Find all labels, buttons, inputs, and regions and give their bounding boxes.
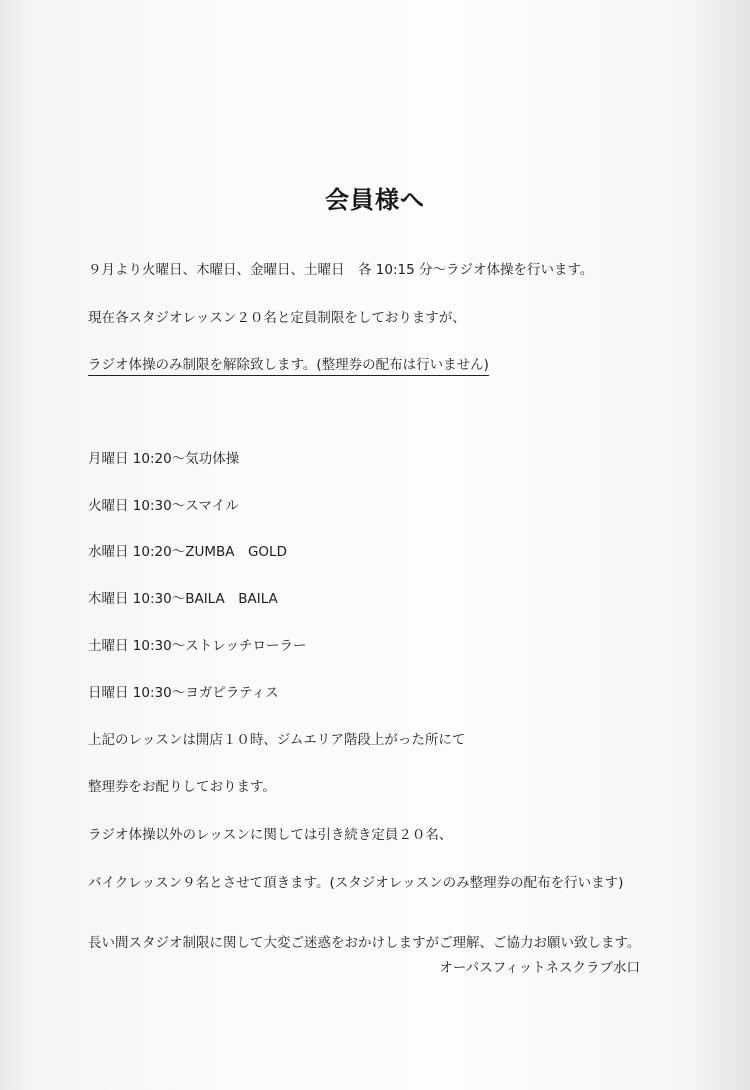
schedule-item-sunday: 日曜日 10:30～ヨガピラティス: [88, 685, 279, 701]
note-line-2: 整理券をお配りしております。: [88, 779, 276, 795]
schedule-item-tuesday: 火曜日 10:30～スマイル: [88, 498, 239, 514]
intro-line-3: [88, 355, 489, 375]
closing-line: 長い間スタジオ制限に関して大変ご迷惑をおかけしますがご理解、ご協力お願い致します。: [88, 935, 641, 951]
signature: オーパスフィットネスクラブ水口: [439, 960, 640, 976]
note-line-1: 上記のレッスンは開店１０時、ジムエリア階段上がった所にて: [88, 732, 466, 748]
schedule-item-thursday: 木曜日 10:30～BAILA BAILA: [88, 591, 278, 607]
note-line-4: バイクレッスン９名とさせて頂きます。(スタジオレッスンのみ整理券の配布を行います): [88, 875, 624, 891]
schedule-item-saturday: 土曜日 10:30～ストレッチローラー: [88, 638, 307, 654]
notice-title: 会員様へ: [325, 186, 425, 214]
intro-line-2: 現在各スタジオレッスン２０名と定員制限をしておりますが、: [88, 310, 466, 326]
intro-line-3-text: ラジオ体操のみ制限を解除致します。(整理券の配布は行いません): [88, 357, 489, 376]
schedule-item-monday: 月曜日 10:20～気功体操: [88, 451, 240, 467]
schedule-item-wednesday: 水曜日 10:20～ZUMBA GOLD: [88, 544, 287, 560]
note-line-3: ラジオ体操以外のレッスンに関しては引き続き定員２０名、: [88, 827, 453, 843]
intro-line-1: ９月より火曜日、木曜日、金曜日、土曜日 各 10:15 分～ラジオ体操を行います。: [88, 262, 594, 278]
